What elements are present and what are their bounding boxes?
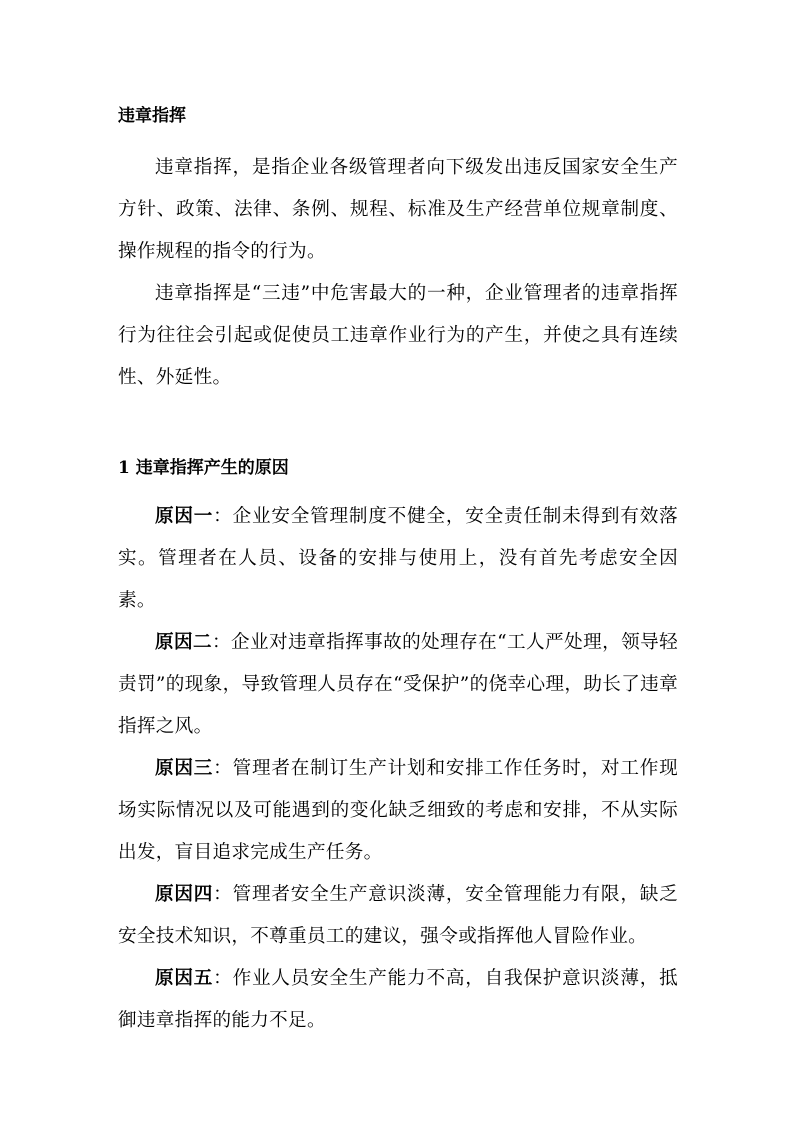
spacer (118, 130, 678, 147)
reason-paragraph-4 (118, 874, 678, 958)
reason-separator: ： (213, 758, 233, 779)
reason-separator: ： (213, 968, 233, 989)
reason-text: 企业安全管理制度不健全，安全责任制未得到有效落实。管理者在人员、设备的安排与使用上，没有首先考虑安全因素。 (118, 506, 678, 611)
reason-paragraph-2 (118, 622, 678, 748)
reason-label: 原因三 (155, 758, 214, 779)
reason-text: 企业对违章指挥事故的处理存在“工人严处理，领导轻责罚”的现象，导致管理人员存在“受保护”的侥幸心理，助长了违章指挥之风。 (118, 632, 678, 737)
spacer (118, 482, 678, 496)
reason-label: 原因二 (155, 632, 213, 653)
reason-paragraph-3 (118, 748, 678, 874)
document-body (118, 102, 678, 1042)
reason-text: 管理者安全生产意识淡薄，安全管理能力有限，缺乏安全技术知识，不尊重员工的建议，强令或指挥他人冒险作业。 (118, 884, 678, 947)
reason-separator: ： (213, 884, 233, 905)
reason-label: 原因四 (155, 884, 214, 905)
reason-paragraph-1 (118, 496, 678, 622)
reason-label: 原因五 (155, 968, 214, 989)
document-heading: 违章指挥 (118, 106, 186, 126)
intro-paragraph-1: 违章指挥，是指企业各级管理者向下级发出违反国家安全生产方针、政策、法律、条例、规程、标准及生产经营单位规章制度、操作规程的指令的行为。 (118, 157, 678, 262)
reason-separator: ： (212, 632, 232, 653)
reason-text: 管理者在制订生产计划和安排工作任务时，对工作现场实际情况以及可能遇到的变化缺乏细致的考虑和安排，不从实际出发，盲目追求完成生产任务。 (118, 758, 678, 863)
reason-label: 原因一 (155, 506, 214, 527)
reason-paragraph-5 (118, 958, 678, 1042)
spacer (118, 399, 678, 454)
intro-paragraph-2: 违章指挥是“三违”中危害最大的一种，企业管理者的违章指挥行为往往会引起或促使员工违章作业行为的产生，并使之具有连续性、外延性。 (118, 283, 678, 388)
reason-separator: ： (213, 506, 233, 527)
reason-text: 作业人员安全生产能力不高，自我保护意识淡薄，抵御违章指挥的能力不足。 (118, 968, 678, 1031)
section-heading: 1 违章指挥产生的原因 (118, 458, 289, 478)
